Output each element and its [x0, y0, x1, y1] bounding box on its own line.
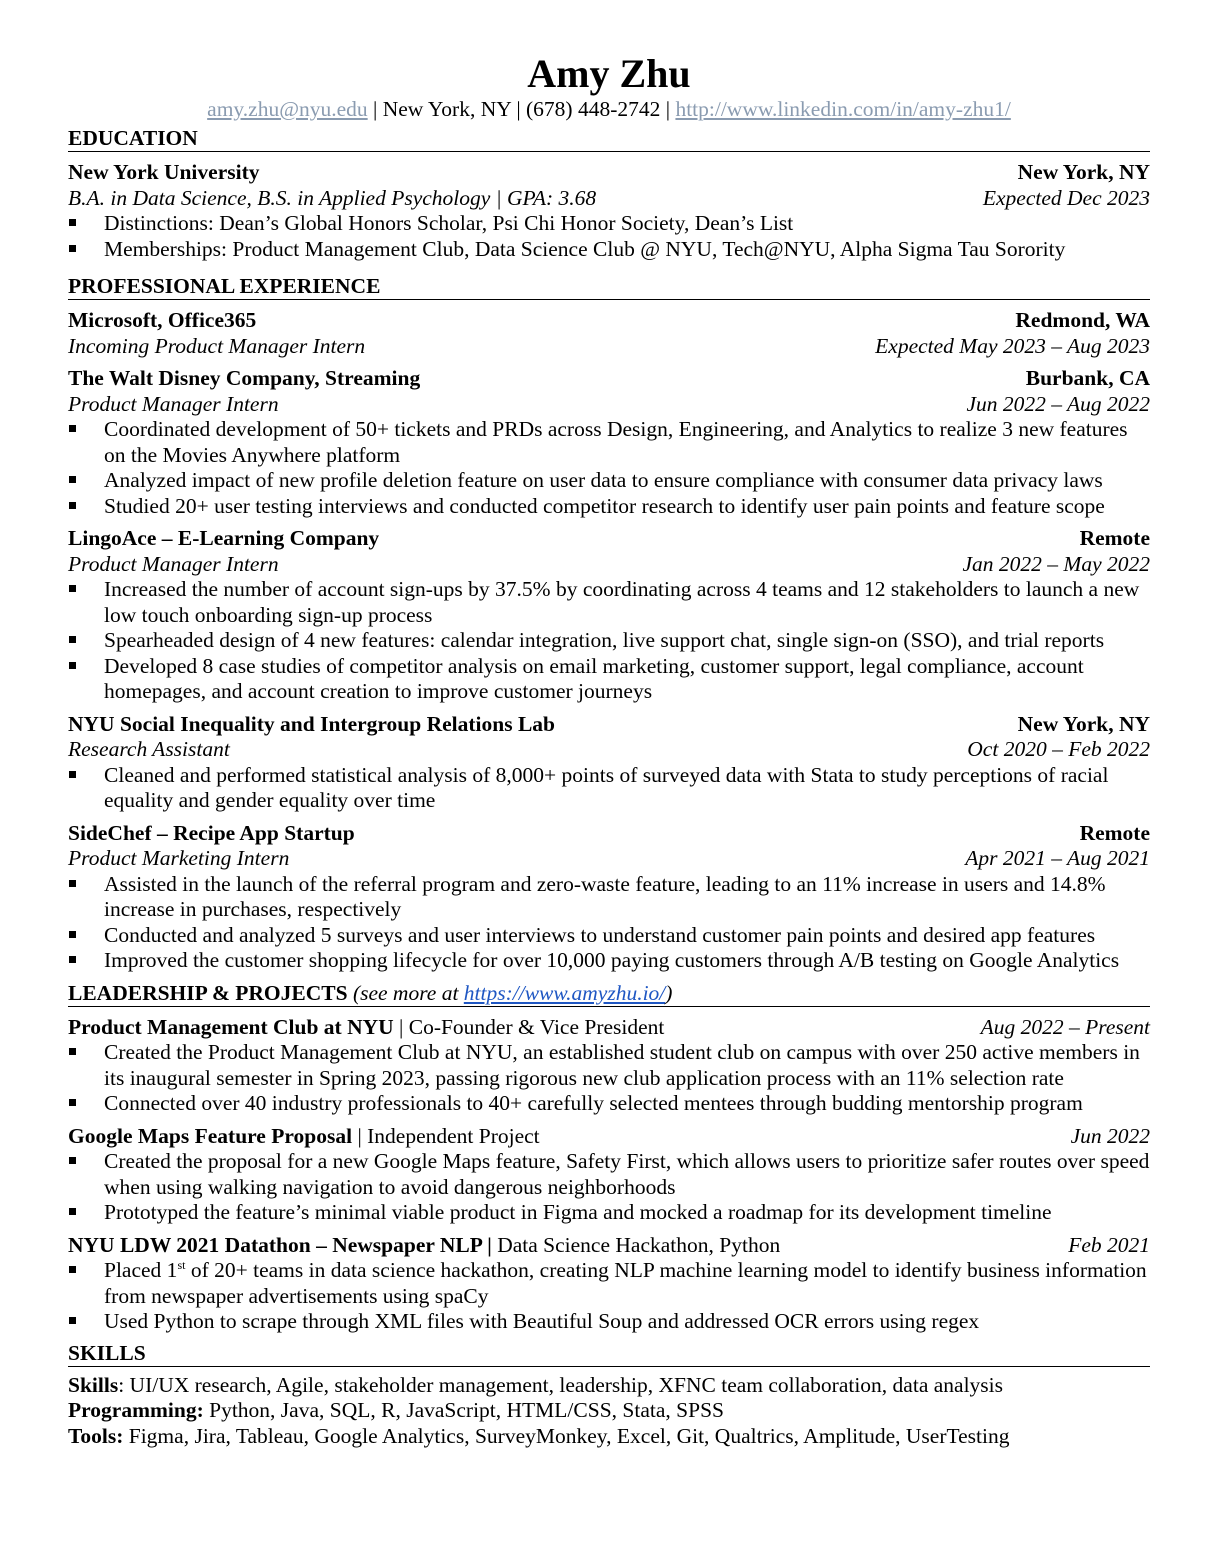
list-item: Assisted in the launch of the referral program and zero-waste feature, leading to an 11% increase in users and 14.8% increase in purchases, respectively — [68, 872, 1150, 923]
job-date: Apr 2021 – Aug 2021 — [965, 846, 1150, 870]
project-detail: | Independent Project — [352, 1123, 540, 1148]
list-item: Studied 20+ user testing interviews and conducted competitor research to identify user pain points and feature scope — [68, 494, 1150, 520]
job-entry — [68, 526, 1150, 705]
skills-value: : UI/UX research, Agile, stakeholder management, leadership, XFNC team collaboration, data analysis — [118, 1372, 1004, 1397]
resume-page — [68, 52, 1150, 1449]
list-item: Cleaned and performed statistical analysis of 8,000+ points of surveyed data with Stata to study perceptions of racial equality and gender equality over time — [68, 763, 1150, 814]
skills-label: Skills — [68, 1372, 119, 1397]
company-name: Microsoft, Office365 — [68, 308, 257, 332]
job-bullets — [68, 577, 1150, 705]
job-bullets — [68, 872, 1150, 974]
list-item: Used Python to scrape through XML files with Beautiful Soup and addressed OCR errors using regex — [68, 1309, 1150, 1335]
project-detail: | Co-Founder & Vice President — [393, 1014, 665, 1039]
list-item: Improved the customer shopping lifecycle for over 10,000 paying customers through A/B testing on Google Analytics — [68, 948, 1150, 974]
list-item — [68, 1258, 1150, 1309]
list-item: Conducted and analyzed 5 surveys and user interviews to understand customer pain points and desired app features — [68, 923, 1150, 949]
job-entry — [68, 308, 1150, 359]
job-date: Oct 2020 – Feb 2022 — [967, 737, 1150, 761]
job-location: New York, NY — [1017, 711, 1150, 736]
programming-value: Python, Java, SQL, R, JavaScript, HTML/CSS, Stata, SPSS — [203, 1398, 724, 1422]
email-link[interactable]: amy.zhu@nyu.edu — [207, 97, 368, 121]
project-entry — [68, 1015, 1150, 1117]
contact-line — [68, 96, 1150, 122]
phone-text: (678) 448-2742 — [526, 97, 661, 121]
job-role: Incoming Product Manager Intern — [68, 333, 366, 358]
location-text: New York, NY — [382, 97, 511, 121]
bullet-text: Placed 1 — [104, 1258, 178, 1282]
education-entry — [68, 160, 1150, 262]
job-entry — [68, 366, 1150, 519]
job-role: Product Manager Intern — [68, 551, 279, 576]
project-bullets — [68, 1258, 1150, 1335]
leadership-note — [353, 981, 673, 1005]
section-experience-title: PROFESSIONAL EXPERIENCE — [68, 274, 1150, 300]
project-date: Feb 2021 — [1068, 1232, 1150, 1257]
job-bullets — [68, 763, 1150, 814]
skills-block — [68, 1373, 1150, 1450]
separator: | — [660, 97, 676, 121]
project-date: Aug 2022 – Present — [980, 1014, 1150, 1039]
separator: | — [510, 97, 527, 121]
portfolio-link[interactable]: https://www.amyzhu.io/ — [463, 980, 666, 1005]
section-leadership-title — [68, 981, 1150, 1007]
resume-name: Amy Zhu — [527, 51, 691, 96]
skills-line — [68, 1373, 1150, 1399]
company-name: LingoAce – E-Learning Company — [68, 526, 380, 550]
job-date: Jun 2022 – Aug 2022 — [966, 391, 1150, 416]
company-name: NYU Social Inequality and Intergroup Relations Lab — [68, 711, 556, 736]
job-role: Product Manager Intern — [68, 391, 279, 416]
school-name: New York University — [68, 160, 260, 184]
education-bullets — [68, 211, 1150, 262]
ordinal-suffix: st — [177, 1257, 186, 1272]
job-date: Jan 2022 – May 2022 — [962, 551, 1150, 576]
bullet-text: of 20+ teams in data science hackathon, creating NLP machine learning model to identify business information from newspaper advertisements using spaCy — [104, 1258, 1147, 1308]
job-entry — [68, 821, 1150, 974]
job-bullets — [68, 417, 1150, 519]
company-name: SideChef – Recipe App Startup — [68, 820, 355, 845]
job-location: Redmond, WA — [1015, 308, 1150, 332]
list-item: Distinctions: Dean’s Global Honors Scholar, Psi Chi Honor Society, Dean’s List — [68, 211, 1150, 237]
separator: | — [367, 97, 383, 121]
project-detail: Data Science Hackathon, Python — [491, 1232, 781, 1257]
note-prefix: (see more at — [352, 980, 464, 1005]
list-item: Created the proposal for a new Google Maps feature, Safety First, which allows users to prioritize safer routes over speed when using walking navigation to avoid dangerous neighborhoods — [68, 1149, 1150, 1200]
list-item: Developed 8 case studies of competitor analysis on email marketing, customer support, legal compliance, account homepages, and account creation to improve customer journeys — [68, 654, 1150, 705]
degree-text: B.A. in Data Science, B.S. in Applied Psychology | GPA: 3.68 — [68, 185, 597, 210]
list-item: Spearheaded design of 4 new features: calendar integration, live support chat, single sign-on (SSO), and trial reports — [68, 628, 1150, 654]
leadership-title-text: LEADERSHIP & PROJECTS — [68, 980, 348, 1005]
linkedin-link[interactable]: http://www.linkedin.com/in/amy-zhu1/ — [675, 97, 1011, 121]
note-suffix: ) — [665, 980, 673, 1005]
list-item: Increased the number of account sign-ups by 37.5% by coordinating across 4 teams and 12 stakeholders to launch a new low touch onboarding sign-up process — [68, 577, 1150, 628]
programming-label: Programming: — [68, 1398, 204, 1422]
tools-line — [68, 1424, 1150, 1450]
list-item: Analyzed impact of new profile deletion feature on user data to ensure compliance with consumer data privacy laws — [68, 468, 1150, 494]
job-location: Remote — [1079, 820, 1150, 845]
company-name: The Walt Disney Company, Streaming — [68, 366, 421, 390]
project-entry — [68, 1124, 1150, 1226]
job-location: Burbank, CA — [1025, 366, 1150, 390]
list-item: Memberships: Product Management Club, Data Science Club @ NYU, Tech@NYU, Alpha Sigma Tau Sorority — [68, 237, 1150, 263]
list-item: Connected over 40 industry professionals to 40+ carefully selected mentees through budding mentorship program — [68, 1091, 1150, 1117]
list-item: Coordinated development of 50+ tickets and PRDs across Design, Engineering, and Analytics to realize 3 new features on the Movies Anywhere platform — [68, 417, 1150, 468]
project-name: NYU LDW 2021 Datathon – Newspaper NLP | — [68, 1232, 492, 1257]
list-item: Prototyped the feature’s minimal viable product in Figma and mocked a roadmap for its development timeline — [68, 1200, 1150, 1226]
job-location: Remote — [1079, 526, 1150, 550]
tools-label: Tools: — [68, 1423, 124, 1448]
job-date: Expected May 2023 – Aug 2023 — [875, 333, 1150, 358]
school-location: New York, NY — [1017, 160, 1150, 184]
project-name: Google Maps Feature Proposal — [68, 1123, 353, 1148]
education-date: Expected Dec 2023 — [982, 185, 1150, 210]
programming-line — [68, 1398, 1150, 1424]
project-date: Jun 2022 — [1070, 1123, 1150, 1148]
list-item: Created the Product Management Club at NYU, an established student club on campus with over 250 active members in its inaugural semester in Spring 2023, passing rigorous new club application process with an 11% selection rate — [68, 1040, 1150, 1091]
job-entry — [68, 712, 1150, 814]
section-skills-title: SKILLS — [68, 1341, 1150, 1367]
project-name: Product Management Club at NYU — [68, 1014, 394, 1039]
section-education-title: EDUCATION — [68, 126, 1150, 152]
job-role: Product Marketing Intern — [68, 846, 290, 870]
project-entry — [68, 1233, 1150, 1335]
project-bullets — [68, 1040, 1150, 1117]
job-role: Research Assistant — [68, 737, 230, 761]
project-bullets — [68, 1149, 1150, 1226]
tools-value: Figma, Jira, Tableau, Google Analytics, SurveyMonkey, Excel, Git, Qualtrics, Amplitude, UserTesting — [123, 1423, 1010, 1448]
